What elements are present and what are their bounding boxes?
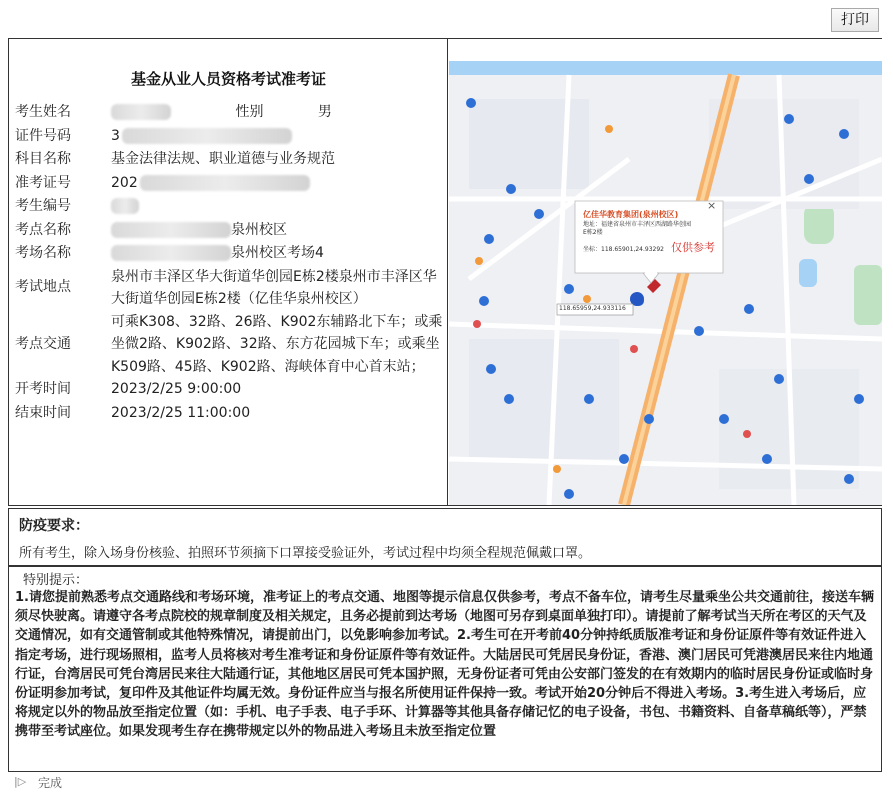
ticket-title: 基金从业人员资格考试准考证 <box>130 70 326 88</box>
print-button[interactable]: 打印 <box>831 8 879 32</box>
notice-section[interactable] <box>8 566 882 772</box>
address-value: 泉州市丰泽区华大街道华创园E栋2楼泉州市丰泽区华大街道华创园E栋2楼（亿佳华泉州校区） <box>111 268 437 307</box>
ticket-info-panel <box>9 39 448 505</box>
ticket-no-redacted <box>140 175 310 191</box>
row-end-time <box>15 402 445 426</box>
epidemic-title: 防疫要求： <box>19 518 89 534</box>
candidate-no-label: 考生编号 <box>15 198 71 214</box>
toolbar <box>0 0 893 34</box>
row-start-time <box>15 378 445 402</box>
ticket-no-value: 202 <box>111 174 138 191</box>
room-label: 考场名称 <box>15 245 71 261</box>
name-redacted <box>111 104 171 120</box>
epidemic-section <box>8 508 882 566</box>
epidemic-text: 所有考生，除入场身份核验、拍照环节须摘下口罩接受验证外，考试过程中均须全程规范佩戴口罩。 <box>19 546 592 561</box>
row-room <box>15 242 445 266</box>
room-redacted <box>111 245 231 261</box>
row-site <box>15 219 445 243</box>
river <box>449 61 882 75</box>
site-redacted <box>111 222 231 238</box>
row-candidate-no <box>15 195 445 219</box>
start-time-value: 2023/2/25 9:00:00 <box>111 381 242 397</box>
status-text: 完成 <box>38 776 63 790</box>
gender-value: 男 <box>317 104 332 120</box>
map-popup-title: 亿佳华教育集团(泉州校区) <box>583 210 679 219</box>
ticket-no-label: 准考证号 <box>15 174 71 191</box>
row-ticket-no <box>15 172 445 196</box>
subject-value: 基金法律法规、职业道德与业务规范 <box>111 151 335 167</box>
map-popup-close-icon[interactable]: × <box>707 199 717 212</box>
park-area <box>804 204 834 244</box>
site-label: 考点名称 <box>15 221 71 238</box>
end-time-value: 2023/2/25 11:00:00 <box>111 404 251 421</box>
row-id <box>15 125 445 149</box>
id-value: 3 <box>111 127 120 144</box>
notice-body: 1.请您提前熟悉考点交通路线和考场环境，准考证上的考点交通、地图等提示信息仅供参考，考点不备车位，请考生尽量乘坐公共交通前往，接送车辆须尽快驶离。请遵守各考点院校的规章制度及相关规定，且务必提前到达考场（地图可另存到桌面单独打印）。请提前了解考试当天所在考区的天气及交通情况，如有交通管制或其他特殊情况，请提前出门，以免影响参加考试。2.考生可在开考前40分钟持纸质版准考证和身份证原件等有效证件进入指定考场，进行现场照相，监考人员将核对考生准考证和身份证原件等有效证件。大陆居民可凭居民身份证，香港、澳门居民可凭港澳居民来往内地通行证，台湾居民可凭台湾居民来往大陆通行证，其他地区居民可凭本国护照，无身份证者可凭由公安部门签发的在有效期内的临时居民身份证或临时身份证明参加考试，复印件及其他证件均属无效。身份证件应当与报名所使用证件保持一致。考试开始20分钟后不得进入考场。3.考生进入考场后，应将规定以外的物品放至指定位置（如：手机、电子手表、电子手环、计算器等其他具备存储记忆的电子设备，书包、书籍资料、自备草稿纸等），严禁携带至考试座位。如果发现考生存在携带规定以外的物品进入考场且未放至指定位置 <box>15 590 874 740</box>
row-address <box>15 266 445 311</box>
map-popup-address: 地址：福建省泉州市丰泽区西湖路华创园E栋2楼 <box>583 221 692 236</box>
id-label: 证件号码 <box>15 127 71 144</box>
address-label: 考试地点 <box>15 279 71 296</box>
gender-label: 性别 <box>235 104 264 120</box>
map-popup-coord: 坐标：118.65901,24.93292 <box>583 246 664 253</box>
lake <box>799 259 817 287</box>
end-time-label: 结束时间 <box>15 404 71 421</box>
subject-label: 科目名称 <box>15 151 71 167</box>
notice-title: 特别提示： <box>23 573 89 588</box>
page-status-icon: |▷ <box>14 775 27 788</box>
location-map[interactable] <box>449 39 882 505</box>
start-time-label: 开考时间 <box>15 381 71 397</box>
name-label: 考生姓名 <box>15 104 71 120</box>
row-subject <box>15 148 445 172</box>
transport-label: 考点交通 <box>15 335 71 352</box>
row-transport <box>15 311 445 379</box>
id-redacted <box>122 128 292 144</box>
candidate-no-redacted <box>111 198 139 214</box>
admission-ticket <box>8 38 882 506</box>
transport-value: 可乘K308、32路、26路、K902东辅路北下车；或乘坐微2路、K902路、32路、东方花园城下车；或乘坐K509路、45路、K902路、海峡体育中心首末站； <box>111 313 443 375</box>
map-popup-reference: 仅供参考 <box>671 241 715 254</box>
park-area-2 <box>854 265 882 325</box>
map-coord-tag: 118.65959,24.933116 <box>559 305 626 312</box>
row-name <box>15 101 445 125</box>
site-value: 泉州校区 <box>231 221 287 238</box>
status-bar <box>0 772 893 792</box>
map-canvas <box>449 39 882 505</box>
room-value: 泉州校区考场4 <box>231 245 324 261</box>
